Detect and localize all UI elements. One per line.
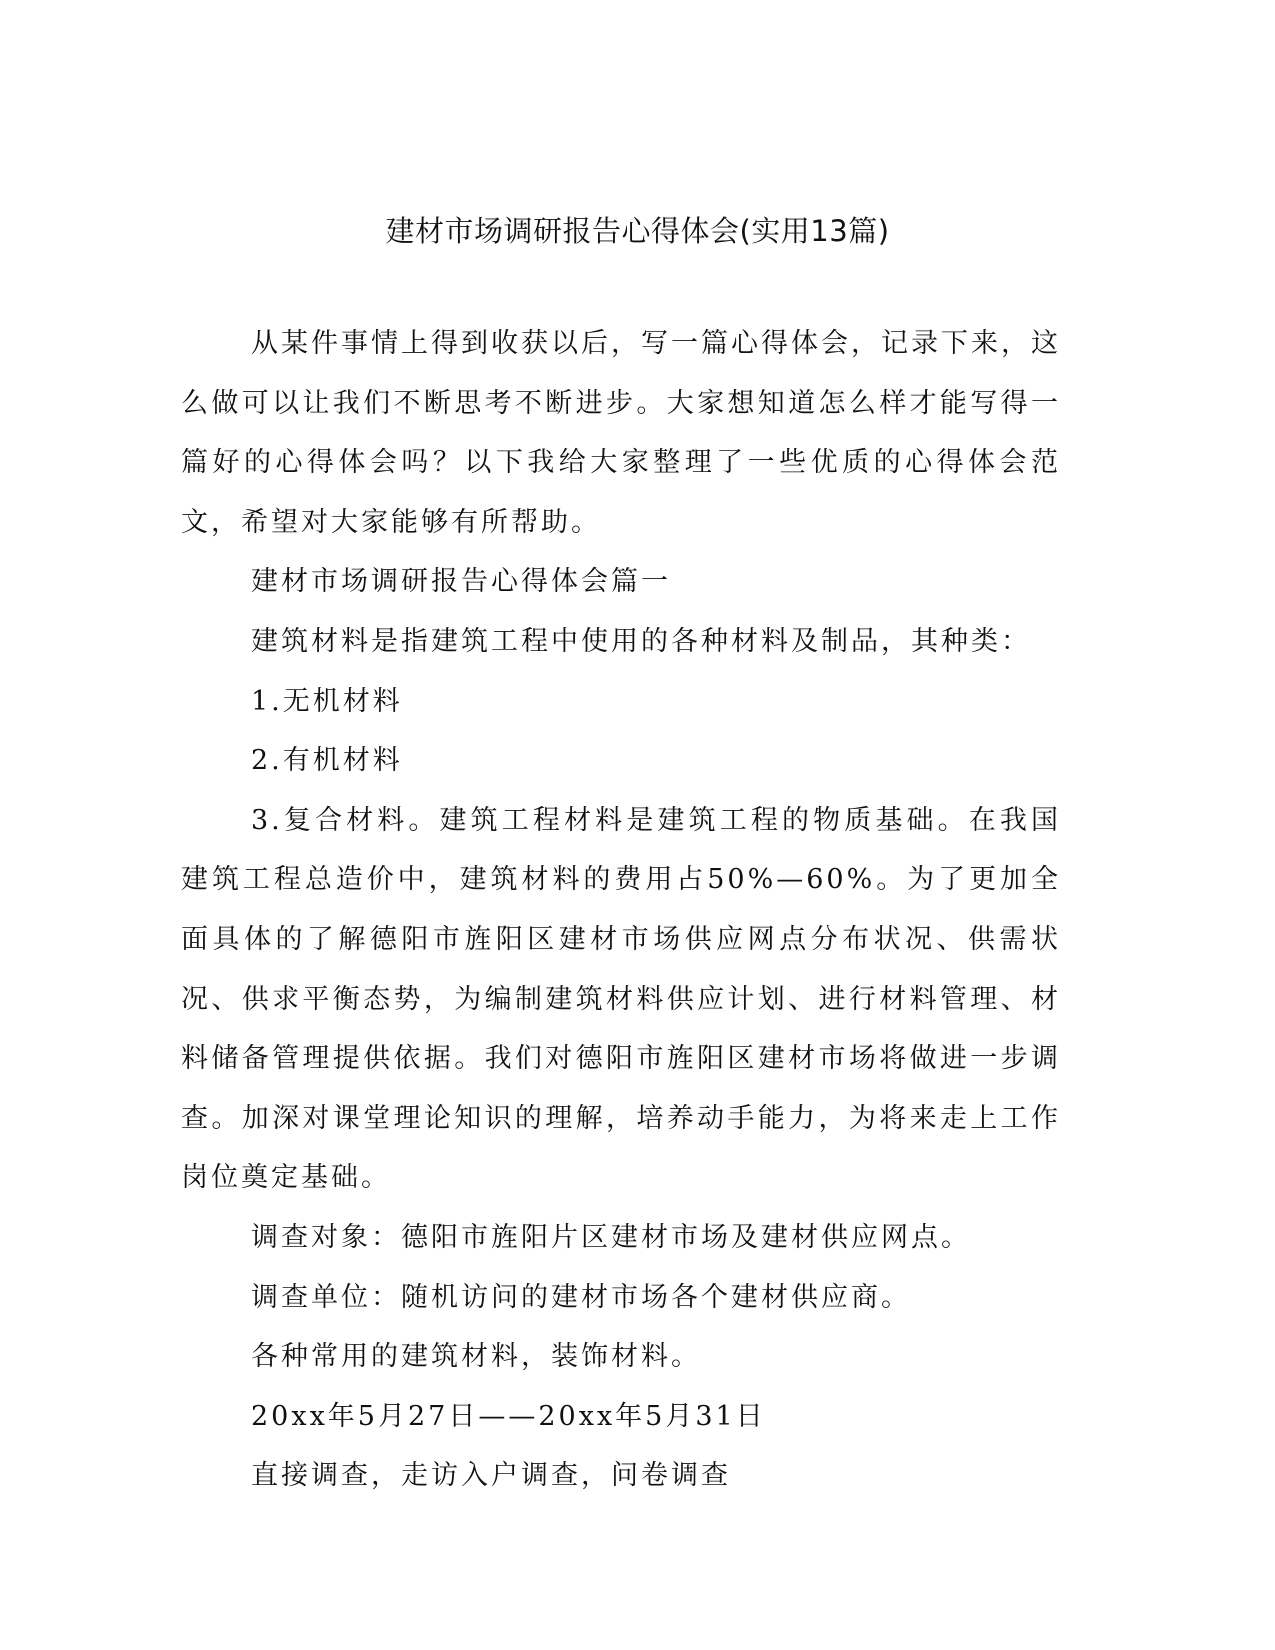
section-heading: 建材市场调研报告心得体会篇一 — [251, 566, 671, 598]
document-body — [181, 314, 1061, 1506]
date-range: 20xx年5月27日——20xx年5月31日 — [251, 1400, 766, 1432]
body-paragraph: 调查单位：随机访问的建材市场各个建材供应商。 — [251, 1281, 911, 1313]
body-paragraph: 直接调查，走访入户调查，问卷调查 — [251, 1460, 731, 1492]
intro-paragraph: 从某件事情上得到收获以后，写一篇心得体会，记录下来，这么做可以让我们不断思考不断进步。大家想知道怎么样才能写得一篇好的心得体会吗？以下我给大家整理了一些优质的心得体会范文，希望对大家能够有所帮助。 — [181, 328, 1061, 538]
body-paragraph: 建筑材料是指建筑工程中使用的各种材料及制品，其种类： — [251, 625, 1031, 657]
list-item: 2.有机材料 — [251, 745, 403, 777]
document-title: 建材市场调研报告心得体会(实用13篇) — [385, 214, 890, 248]
list-item: 1.无机材料 — [251, 685, 403, 717]
body-paragraph: 各种常用的建筑材料，装饰材料。 — [251, 1341, 701, 1373]
body-paragraph: 调查对象：德阳市旌阳片区建材市场及建材供应网点。 — [251, 1221, 971, 1253]
body-paragraph: 3.复合材料。建筑工程材料是建筑工程的物质基础。在我国建筑工程总造价中，建筑材料的费用占50%—60%。为了更加全面具体的了解德阳市旌阳区建材市场供应网点分布状况、供需状况、供求平衡态势，为编制建筑材料供应计划、进行材料管理、材料储备管理提供依据。我们对德阳市旌阳区建材市场将做进一步调查。加深对课堂理论知识的理解，培养动手能力，为将来走上工作岗位奠定基础。 — [181, 804, 1061, 1194]
